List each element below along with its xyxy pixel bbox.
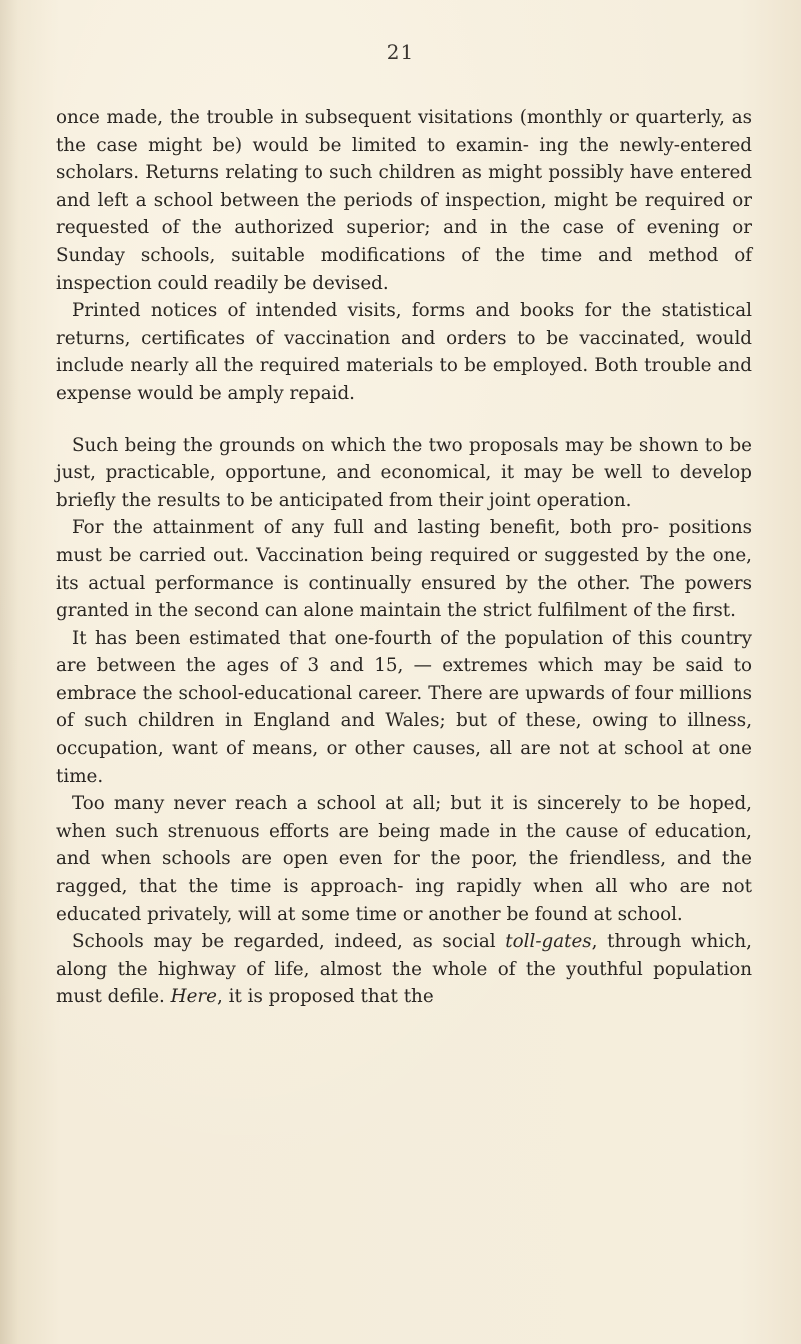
paragraph-3: Such being the grounds on which the two proposals may be shown to be just, practicable, opportune, and economical, it may be well to develop briefly the results to be anticipated from their joint operation. xyxy=(56,434,752,511)
paragraph-7-part-2: , through which, along the highway of life, almost the whole of the youthful population must defile. xyxy=(56,931,752,1008)
paragraph-4: For the attainment of any full and lasting benefit, both pro- positions must be carried out. Vaccination being required or suggested by the one, its actual performance is continually ensured by the other. The powers granted in the second can alone maintain the strict fulfilment of the first. xyxy=(56,517,752,622)
paragraph-6: Too many never reach a school at all; but it is sincerely to be hoped, when such strenuous efforts are being made in the cause of education, and when schools are open even for the poor, the friendless, and the ragged, that the time is approach- ing rapidly when all who are not educated privately, will at some time or another be found at school. xyxy=(56,793,752,925)
paragraph-7-part-1: Schools may be regarded, indeed, as social xyxy=(72,931,506,953)
page-number: 21 xyxy=(386,40,415,64)
paragraph-1: once made, the trouble in subsequent visitations (monthly or quarterly, as the case might be) would be limited to examin- ing the newly-entered scholars. Returns relating to such children as might possibly have entered and left a school between the periods of inspection, might be required or requested of the authorized superior; and in the case of evening or Sunday schools, suitable modifications of the time and method of inspection could readily be devised. xyxy=(56,107,752,294)
here-italic: Here xyxy=(170,986,217,1008)
paragraph-7 xyxy=(56,928,752,1011)
body-text xyxy=(56,104,752,1011)
paragraph-5: It has been estimated that one-fourth of the population of this country are between the ages of 3 and 15, — extremes which may be said to embrace the school-educational career. There are upwards of four millions of such children in England and Wales; but of these, owing to illness, occupation, want of means, or other causes, all are not at school at one time. xyxy=(56,627,752,787)
paragraph-7-part-3: , it is proposed that the xyxy=(216,986,434,1008)
paragraph-2: Printed notices of intended visits, forms and books for the statistical returns, certificates of vaccination and orders to be vaccinated, would include nearly all the required materials to be employed. Both trouble and expense would be amply repaid. xyxy=(56,300,752,404)
toll-gates-italic: toll-gates xyxy=(505,931,592,953)
